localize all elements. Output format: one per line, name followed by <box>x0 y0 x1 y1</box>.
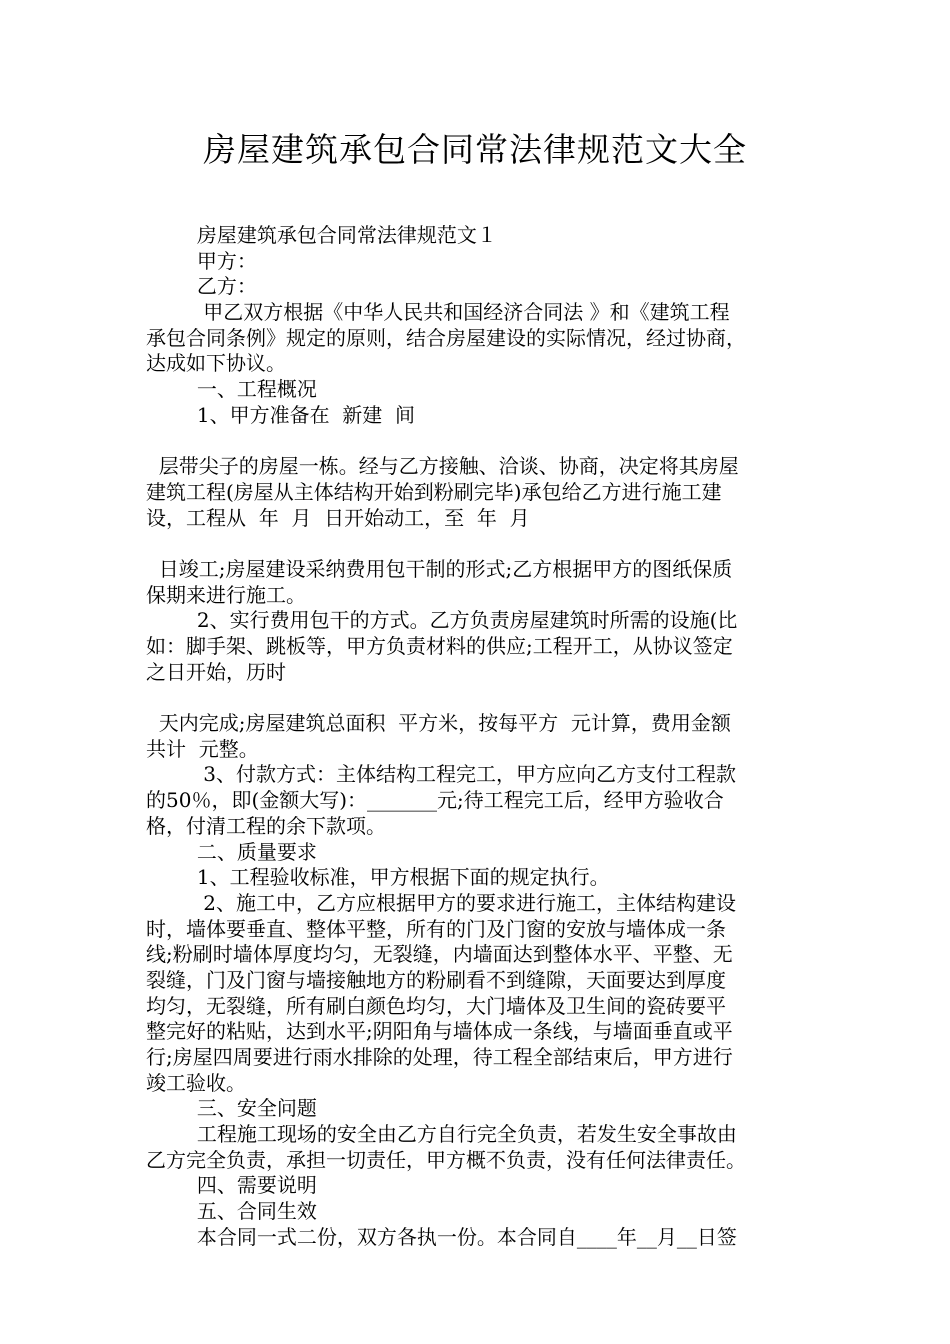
text-line: 房屋建筑承包合同常法律规范文１ <box>146 223 497 247</box>
blank-line <box>146 685 810 711</box>
text-line: 达成如下协议。 <box>146 351 286 376</box>
document-title: 房屋建筑承包合同常法律规范文大全 <box>203 130 747 169</box>
text-line: 1、甲方准备在 新建 间 <box>146 402 416 427</box>
text-line: 裂缝，门及门窗与墙接触地方的粉刷看不到缝隙，天面要达到厚度 <box>146 967 726 992</box>
text-line: 乙方完全负责，承担一切责任，甲方概不负责，没有任何法律责任。 <box>146 1147 746 1172</box>
text-line: 建筑工程(房屋从主体结构开始到粉刷完毕)承包给乙方进行施工建 <box>146 479 722 504</box>
document-body <box>146 223 810 1251</box>
text-line: 共计 元整。 <box>146 736 259 761</box>
text-line: 工程施工现场的安全由乙方自行完全负责，若发生安全事故由 <box>146 1122 737 1147</box>
text-line: 线;粉刷时墙体厚度均匀，无裂缝，内墙面达到整体水平、平整、无 <box>146 942 733 967</box>
text-line: 2、实行费用包干的方式。乙方负责房屋建筑时所需的设施(比 <box>146 608 738 633</box>
text-line: 时，墙体要垂直、整体平整，所有的门及门窗的安放与墙体成一条 <box>146 916 726 941</box>
text-line: 行;房屋四周要进行雨水排除的处理，待工程全部结束后，甲方进行 <box>146 1045 733 1069</box>
blank-line <box>146 429 810 455</box>
text-line: 的50％，即(金额大写)：_______元;待工程完工后，经甲方验收合 <box>146 788 724 813</box>
text-line: 天内完成;房屋建筑总面积 平方米，按每平方 元计算，费用金额 <box>146 711 731 736</box>
text-line: 二、质量要求 <box>146 839 317 864</box>
text-line: 竣工验收。 <box>146 1070 246 1095</box>
text-line: 均匀，无裂缝，所有刷白颜色均匀，大门墙体及卫生间的瓷砖要平 <box>146 993 726 1018</box>
text-line: 甲方： <box>146 248 257 273</box>
text-line: 本合同一式二份，双方各执一份。本合同自____年__月__日签 <box>146 1224 737 1249</box>
text-line: 整完好的粘贴，达到水平;阴阳角与墙体成一条线，与墙面垂直或平 <box>146 1019 733 1044</box>
text-line: 1、工程验收标准，甲方根据下面的规定执行。 <box>146 865 610 890</box>
text-line: 甲乙双方根据《中华人民共和国经济合同法 》和《建筑工程 <box>146 300 730 325</box>
text-line: 三、安全问题 <box>146 1096 317 1121</box>
text-line: 乙方： <box>146 274 257 299</box>
text-line: 格，付清工程的余下款项。 <box>146 813 386 838</box>
text-line: 保期来进行施工。 <box>146 582 306 607</box>
text-line: 一、工程概况 <box>146 377 317 402</box>
text-line: 如：脚手架、跳板等，甲方负责材料的供应;工程开工，从协议签定 <box>146 634 733 658</box>
text-line: 层带尖子的房屋一栋。经与乙方接触、洽谈、协商，决定将其房屋 <box>146 454 739 479</box>
text-line: 设，工程从 年 月 日开始动工，至 年 月 <box>146 505 530 530</box>
text-line: 承包合同条例》规定的原则，结合房屋建设的实际情况，经过协商， <box>146 325 746 350</box>
text-line: 3、付款方式：主体结构工程完工，甲方应向乙方支付工程款 <box>146 762 736 787</box>
text-line: 五、合同生效 <box>146 1199 317 1224</box>
text-line: 之日开始，历时 <box>146 659 286 684</box>
blank-line <box>146 531 810 557</box>
text-line: 四、需要说明 <box>146 1173 317 1198</box>
text-line: 日竣工;房屋建设采纳费用包干制的形式;乙方根据甲方的图纸保质 <box>146 556 733 581</box>
text-line: 2、施工中，乙方应根据甲方的要求进行施工，主体结构建设 <box>146 890 736 915</box>
